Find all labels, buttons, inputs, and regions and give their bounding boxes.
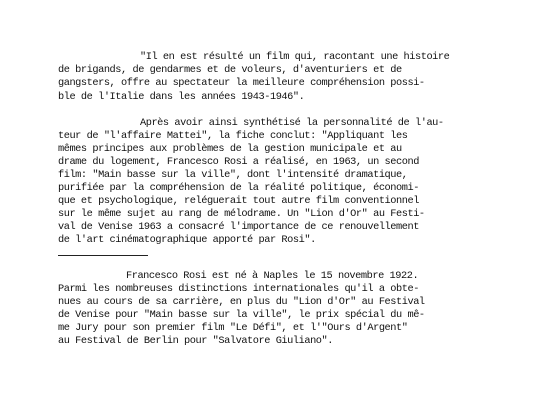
footnote-line-5: me Jury pour son premier film "Le Défi", et l'"Ours d'Argent": [58, 322, 408, 334]
footnote-line-2: Parmi les nombreuses distinctions internationales qu'il a obte-: [58, 283, 419, 295]
paragraph-1-line-1: "Il en est résulté un film qui, racontant une histoire: [140, 51, 450, 63]
paragraph-2-line-9: val de Venise 1963 a consacré l'importance de ce renouvellement: [58, 221, 419, 233]
paragraph-2-line-4: drame du logement, Francesco Rosi a réalisé, en 1963, un second: [58, 156, 419, 168]
paragraph-2-line-1: Après avoir ainsi synthétisé la personnalité de l'au-: [140, 117, 444, 129]
paragraph-2-line-10: de l'art cinématographique apporté par Rosi".: [58, 234, 316, 246]
paragraph-1-line-4: ble de l'Italie dans les années 1943-1946".: [58, 91, 305, 103]
paragraph-1-line-3: gangsters, offre au spectateur la meilleure compréhension possi-: [58, 77, 425, 89]
paragraph-1-line-2: de brigands, de gendarmes et de voleurs, d'aventuriers et de: [58, 64, 402, 76]
footnote-line-1: Francesco Rosi est né à Naples le 15 novembre 1922.: [126, 270, 419, 282]
paragraph-2-line-3: mêmes principes aux problèmes de la gestion municipale et au: [58, 143, 402, 155]
footnote-line-4: de Venise pour "Main basse sur la ville", le prix spécial du mê-: [58, 309, 425, 321]
footnote-separator: [58, 255, 148, 256]
footnote-line-3: nues au cours de sa carrière, en plus du "Lion d'Or" au Festival: [58, 296, 425, 308]
paragraph-2-line-2: teur de "l'affaire Mattei", la fiche conclut: "Appliquant les: [58, 130, 408, 142]
footnote-line-6: au Festival de Berlin pour "Salvatore Giuliano".: [58, 335, 333, 347]
paragraph-2-line-7: que et psychologique, reléguerait tout autre film conventionnel: [58, 195, 419, 207]
paragraph-2-line-6: purifiée par la compréhension de la réalité politique, économi-: [58, 182, 419, 194]
paragraph-2-line-5: film: "Main basse sur la ville", dont l'intensité dramatique,: [58, 169, 408, 181]
paragraph-2-line-8: sur le même sujet au rang de mélodrame. Un "Lion d'Or" au Festi-: [58, 208, 425, 220]
